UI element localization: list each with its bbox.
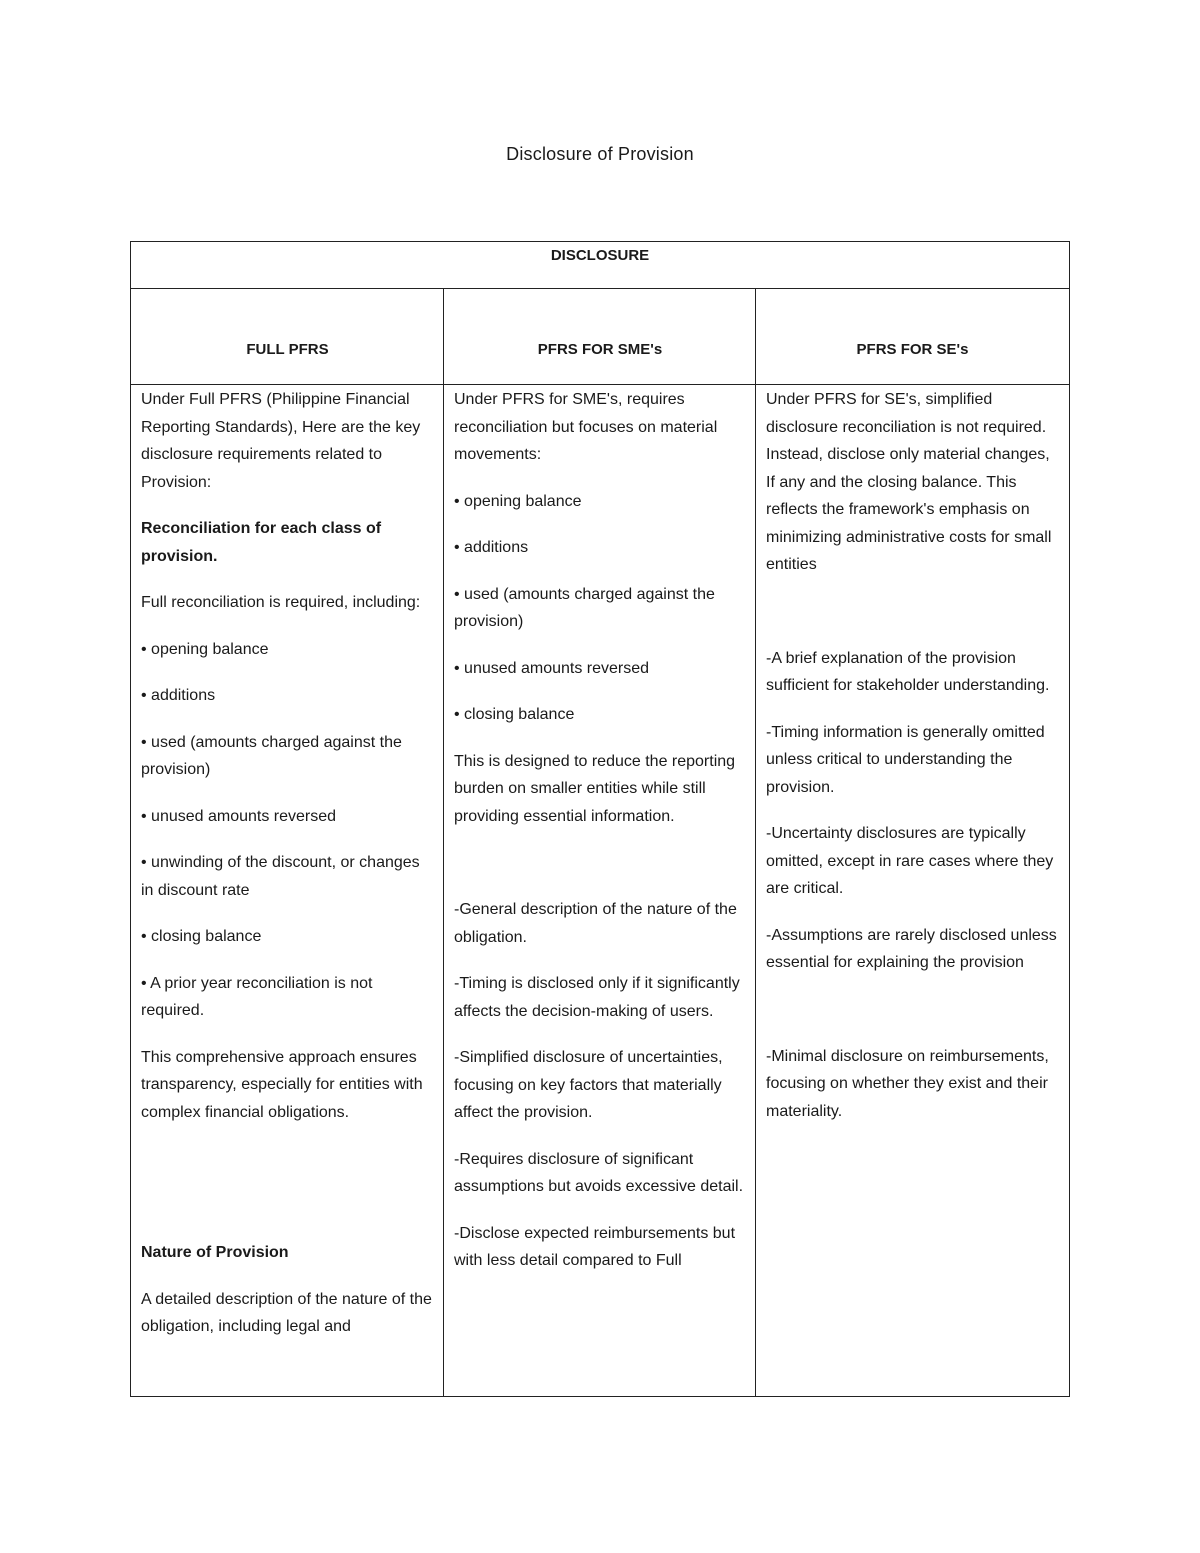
table-header: DISCLOSURE [131,242,1069,289]
list-item: • unused amounts reversed [141,807,337,825]
nature-heading: Nature of Provision [141,1244,289,1261]
list-item: -Disclose expected reimbursements but with less detail compared to Full [454,1224,736,1269]
list-item: • closing balance [454,706,575,723]
list-item: -Requires disclosure of significant assumptions but avoids excessive detail. [454,1150,744,1195]
pfrs-sme-summary: This is designed to reduce the reporting burden on smaller entities while still providing essential information. [454,752,736,825]
list-item: • additions [454,539,529,556]
list-item: • additions [141,687,216,704]
column-header-full-pfrs: FULL PFRS [246,341,329,358]
reconciliation-heading: Reconciliation for each class of provision. [141,520,382,565]
list-item: -Simplified disclosure of uncertainties, focusing on key factors that materially affect the provision. [454,1049,723,1121]
column-header-pfrs-se: PFRS FOR SE's [856,341,969,358]
pfrs-sme-column [444,385,756,1396]
page-title: Disclosure of Provision [506,144,694,164]
list-item: • opening balance [454,492,582,510]
pfrs-se-column [756,385,1069,1396]
list-item: -Assumptions are rarely disclosed unless essential for explaining the provision [766,926,1057,971]
list-item: • A prior year reconciliation is not required. [141,974,373,1019]
list-item: • closing balance [141,928,262,945]
list-item: -General description of the nature of the obligation. [454,901,737,946]
pfrs-sme-intro: Under PFRS for SME's, requires reconciliation but focuses on material movements: [454,391,718,463]
list-item: • used (amounts charged against the provision) [454,585,715,630]
list-item: • opening balance [141,640,269,658]
full-pfrs-intro: Under Full PFRS (Philippine Financial Reporting Standards), Here are the key disclosure requirements related to Provision: [141,391,421,491]
list-item: -Uncertainty disclosures are typically omitted, except in rare cases where they are critical. [766,825,1054,897]
list-item: • unused amounts reversed [454,659,650,677]
column-header-row [131,289,1069,385]
disclosure-table [130,241,1070,1397]
pfrs-se-intro: Under PFRS for SE's, simplified disclosure reconciliation is not required. Instead, disclose only material changes, If any and the closing balance. This reflects the framework's emphasis on minimizing administrative costs for small entities [766,391,1052,573]
list-item: -Timing is disclosed only if it significantly affects the decision-making of users. [454,975,740,1020]
list-item: -Timing information is generally omitted unless critical to understanding the provision. [766,723,1045,796]
list-item: -A brief explanation of the provision sufficient for stakeholder understanding. [766,649,1050,694]
list-item: • unwinding of the discount, or changes in discount rate [141,854,420,899]
list-item: • used (amounts charged against the provision) [141,733,402,778]
list-item: -Minimal disclosure on reimbursements, focusing on whether they exist and their materiality. [766,1047,1049,1120]
full-pfrs-column [131,385,444,1396]
nature-text: A detailed description of the nature of the obligation, including legal and [141,1290,432,1335]
reconciliation-intro: Full reconciliation is required, including: [141,594,421,611]
column-header-pfrs-sme: PFRS FOR SME's [537,341,663,358]
full-pfrs-summary: This comprehensive approach ensures transparency, especially for entities with complex financial obligations. [141,1048,423,1121]
